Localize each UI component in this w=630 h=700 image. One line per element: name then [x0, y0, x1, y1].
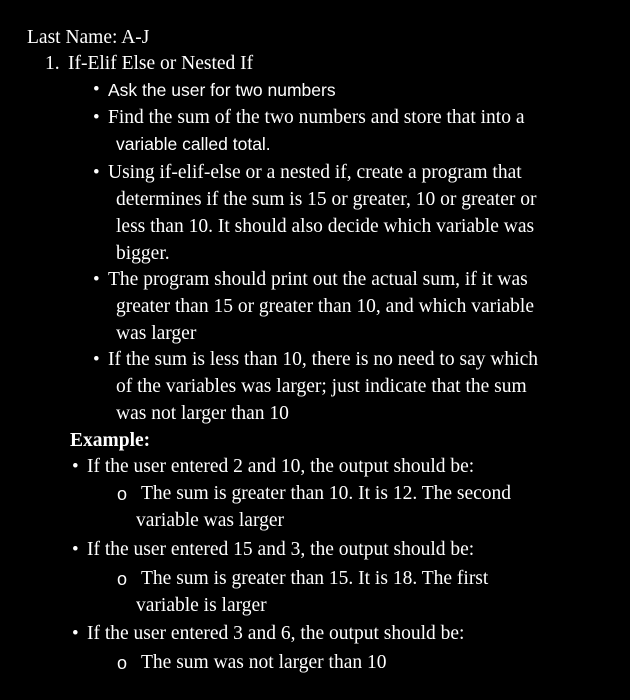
bullet-icon: •: [93, 269, 100, 290]
requirement-line: of the variables was larger; just indicate that the sum: [116, 376, 527, 397]
bullet-icon: •: [72, 539, 79, 560]
requirement-line: The program should print out the actual sum, if it was: [108, 269, 528, 290]
bullet-icon: •: [93, 107, 100, 128]
bullet-icon: •: [72, 623, 79, 644]
requirement-line: less than 10. It should also decide which variable was: [116, 216, 535, 237]
circle-bullet-icon: o: [117, 569, 128, 589]
section-number: 1.: [45, 53, 60, 74]
circle-bullet-icon: o: [117, 484, 128, 504]
circle-bullet-icon: o: [117, 653, 128, 673]
page-title: Last Name: A-J: [27, 27, 150, 48]
example-output-line: The sum was not larger than 10: [141, 652, 387, 673]
example-output-line: The sum is greater than 15. It is 18. The first: [141, 568, 489, 589]
requirement-line: variable called total.: [116, 134, 271, 154]
example-input-line: If the user entered 2 and 10, the output should be:: [87, 456, 475, 477]
requirement-line: Find the sum of the two numbers and store that into a: [108, 107, 525, 128]
example-input-line: If the user entered 15 and 3, the output should be:: [87, 539, 475, 560]
requirement-line: greater than 15 or greater than 10, and which variable: [116, 296, 534, 317]
bullet-icon: •: [93, 349, 100, 370]
example-output-line: variable is larger: [136, 595, 267, 616]
requirement-line: was not larger than 10: [116, 403, 289, 424]
example-input-line: If the user entered 3 and 6, the output should be:: [87, 623, 465, 644]
example-heading: Example:: [70, 430, 151, 451]
requirement-line: determines if the sum is 15 or greater, 10 or greater or: [116, 189, 537, 210]
example-output-line: variable was larger: [136, 510, 284, 531]
bullet-icon: •: [93, 162, 100, 183]
requirement-line: Ask the user for two numbers: [108, 80, 336, 100]
example-output-line: The sum is greater than 10. It is 12. The second: [141, 483, 512, 504]
section-title: If-Elif Else or Nested If: [68, 53, 254, 74]
requirement-line: Using if-elif-else or a nested if, create a program that: [108, 162, 522, 183]
requirement-line: was larger: [116, 323, 197, 344]
requirement-line: bigger.: [116, 243, 170, 264]
bullet-icon: •: [72, 456, 79, 477]
requirement-line: If the sum is less than 10, there is no need to say which: [108, 349, 538, 370]
bullet-icon: •: [93, 79, 100, 100]
